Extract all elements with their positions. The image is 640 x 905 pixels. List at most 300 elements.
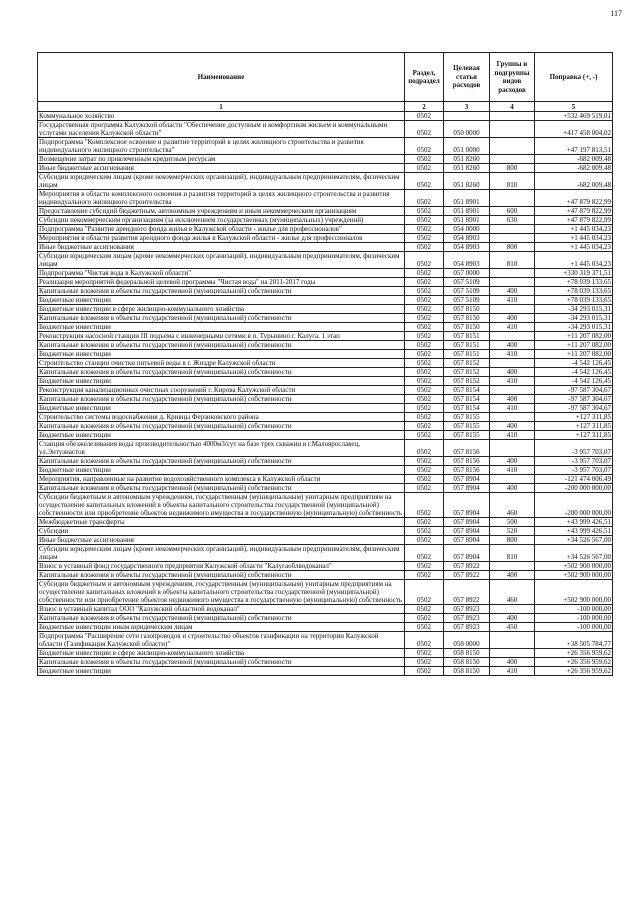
row-target-cell: 057 8923 (444, 623, 490, 632)
table-row (38, 667, 613, 676)
row-target-cell: 057 5109 (444, 296, 490, 305)
row-section-cell: 0502 (405, 527, 444, 536)
row-group-cell: 810 (490, 252, 535, 269)
row-group-cell: 400 (490, 287, 535, 296)
row-target-cell: 057 8154 (444, 404, 490, 413)
table-row (38, 545, 613, 562)
row-target-cell: 057 8922 (444, 562, 490, 571)
table-row (38, 234, 613, 243)
row-name-cell: Реконструкция насосной станции III подъема с инженерными сетями в п. Турынино г. Калуга. 1 этап (38, 332, 405, 341)
row-name-cell: Мероприятия в области развития арендного фонда жилья в Калужской области - жилье для профессионалов (38, 234, 405, 243)
table-row (38, 466, 613, 475)
row-section-cell: 0502 (405, 422, 444, 431)
row-section-cell: 0502 (405, 377, 444, 386)
row-group-cell (490, 190, 535, 207)
row-target-cell: 057 8904 (444, 536, 490, 545)
row-amount-cell: -100 000,00 (535, 623, 613, 632)
row-name-cell: Подпрограмма "Чистая вода в Калужской области" (38, 269, 405, 278)
row-section-cell: 0502 (405, 155, 444, 164)
row-name-cell: Бюджетные инвестиции (38, 296, 405, 305)
row-section-cell: 0502 (405, 545, 444, 562)
row-group-cell (490, 121, 535, 138)
row-name-cell: Иные бюджетные ассигнования (38, 536, 405, 545)
row-amount-cell: -200 000 000,00 (535, 484, 613, 493)
row-section-cell: 0502 (405, 632, 444, 649)
row-name-cell: Коммунальное хозяйство (38, 112, 405, 121)
row-name-cell: Бюджетные инвестиции (38, 350, 405, 359)
row-name-cell: Мероприятия в области комплексного освоения и развития территорий в целях жилищного строительства и развития индивидуального жилищного строительства (38, 190, 405, 207)
row-amount-cell: +26 356 959,62 (535, 649, 613, 658)
row-group-cell: 630 (490, 216, 535, 225)
row-section-cell: 0502 (405, 138, 444, 155)
row-target-cell: 054 0000 (444, 225, 490, 234)
row-name-cell: Подпрограмма "Развитие арендного фонда жилья в Калужской области - жилье для профессионалов" (38, 225, 405, 234)
table-row (38, 190, 613, 207)
row-group-cell (490, 605, 535, 614)
row-group-cell: 460 (490, 580, 535, 605)
table-row (38, 112, 613, 121)
row-section-cell: 0502 (405, 386, 444, 395)
row-name-cell: Станция обезжелезивания воды производительностью 4000м3/сут на базе трех скважин в г.Малоярославец, ул.Энтузиастов (38, 440, 405, 457)
row-section-cell: 0502 (405, 112, 444, 121)
header-section: Раздел, подраздел (405, 53, 444, 102)
row-name-cell: Бюджетные инвестиции в сфере жилищно-коммунального хозяйства (38, 649, 405, 658)
row-amount-cell: -100 000,00 (535, 614, 613, 623)
row-name-cell: Капитальные вложения в объекты государственной (муниципальной) собственности (38, 658, 405, 667)
table-row (38, 305, 613, 314)
row-group-cell: 410 (490, 466, 535, 475)
table-row (38, 155, 613, 164)
row-name-cell: Мероприятия, направленные на развитие водохозяйственного комплекса в Калужской области (38, 475, 405, 484)
row-target-cell: 051 8901 (444, 207, 490, 216)
row-group-cell (490, 332, 535, 341)
row-name-cell: Субсидии бюджетным и автономным учреждениям, государственным (муниципальным) унитарным предприятиям на осуществление капитальных вложений в объекты капитального строительства государственной (муниципальной) собственности или приобретение объектов недвижимого имущества в государственную (муниципальную) собственность (38, 580, 405, 605)
row-group-cell (490, 225, 535, 234)
table-row (38, 341, 613, 350)
row-section-cell: 0502 (405, 314, 444, 323)
row-amount-cell: +11 207 082,00 (535, 341, 613, 350)
row-target-cell: 054 8903 (444, 234, 490, 243)
row-name-cell: Капитальные вложения в объекты государственной (муниципальной) собственности (38, 368, 405, 377)
row-section-cell: 0502 (405, 562, 444, 571)
table-row (38, 404, 613, 413)
table-row (38, 314, 613, 323)
row-name-cell: Подпрограмма "Расширение сети газопроводов и строительство объектов газификации на территории Калужской области (Газификация Калужской области)" (38, 632, 405, 649)
row-group-cell (490, 413, 535, 422)
row-group-cell (490, 305, 535, 314)
row-target-cell: 051 8260 (444, 164, 490, 173)
row-amount-cell: +34 526 567,00 (535, 545, 613, 562)
row-name-cell: Бюджетные инвестиции (38, 466, 405, 475)
table-row (38, 571, 613, 580)
row-group-cell: 400 (490, 341, 535, 350)
row-name-cell: Государственная программа Калужской области "Обеспечение доступным и комфортным жильем и коммунальными услугами населения Калужской области" (38, 121, 405, 138)
row-group-cell: 410 (490, 667, 535, 676)
row-section-cell: 0502 (405, 413, 444, 422)
table-row (38, 658, 613, 667)
row-amount-cell: +78 039 133,65 (535, 287, 613, 296)
table-row (38, 350, 613, 359)
row-amount-cell: -97 587 304,67 (535, 395, 613, 404)
row-section-cell: 0502 (405, 190, 444, 207)
row-group-cell (490, 234, 535, 243)
row-section-cell: 0502 (405, 475, 444, 484)
row-amount-cell: -4 542 126,45 (535, 377, 613, 386)
row-target-cell: 057 8904 (444, 527, 490, 536)
column-number: 1 (38, 102, 405, 112)
row-target-cell: 057 8151 (444, 341, 490, 350)
row-amount-cell: +1 445 034,23 (535, 225, 613, 234)
row-target-cell: 057 8152 (444, 359, 490, 368)
column-number: 4 (490, 102, 535, 112)
row-group-cell: 400 (490, 457, 535, 466)
row-section-cell: 0502 (405, 332, 444, 341)
row-target-cell: 057 8152 (444, 368, 490, 377)
row-name-cell: Межбюджетные трансферты (38, 518, 405, 527)
table-row (38, 649, 613, 658)
row-target-cell: 051 8260 (444, 155, 490, 164)
row-amount-cell: -4 542 126,45 (535, 359, 613, 368)
row-target-cell: 057 8904 (444, 545, 490, 562)
table-body (38, 112, 613, 676)
row-group-cell: 400 (490, 395, 535, 404)
row-group-cell: 800 (490, 164, 535, 173)
row-target-cell: 051 8260 (444, 173, 490, 190)
row-section-cell: 0502 (405, 278, 444, 287)
row-name-cell: Субсидии юридическим лицам (кроме некоммерческих организаций), индивидуальным предпринимателям, физическим лицам (38, 252, 405, 269)
table-row (38, 562, 613, 571)
table-row (38, 623, 613, 632)
row-target-cell: 051 8901 (444, 190, 490, 207)
row-name-cell: Реализация мероприятий федеральной целевой программы "Чистая вода" на 2011-2017 годы (38, 278, 405, 287)
row-group-cell (490, 386, 535, 395)
table-row (38, 580, 613, 605)
row-amount-cell: +502 900 000,00 (535, 562, 613, 571)
row-section-cell: 0502 (405, 359, 444, 368)
row-target-cell: 050 0000 (444, 121, 490, 138)
row-amount-cell: +47 197 813,51 (535, 138, 613, 155)
row-amount-cell: -4 542 126,45 (535, 368, 613, 377)
row-name-cell: Субсидии некоммерческим организациям (за исключением государственных (муниципальных) учреждений) (38, 216, 405, 225)
row-target-cell: 057 8150 (444, 314, 490, 323)
row-group-cell: 400 (490, 614, 535, 623)
header-target: Целевая статья расходов (444, 53, 490, 102)
row-section-cell: 0502 (405, 287, 444, 296)
table-row (38, 422, 613, 431)
row-section-cell: 0502 (405, 395, 444, 404)
row-name-cell: Субсидии (38, 527, 405, 536)
row-target-cell: 057 8904 (444, 493, 490, 518)
row-amount-cell: -97 587 304,67 (535, 404, 613, 413)
row-section-cell: 0502 (405, 121, 444, 138)
row-section-cell: 0502 (405, 614, 444, 623)
row-target-cell: 057 8904 (444, 475, 490, 484)
table-row (38, 614, 613, 623)
row-target-cell: 057 8904 (444, 518, 490, 527)
row-amount-cell: +47 879 822,99 (535, 190, 613, 207)
row-section-cell: 0502 (405, 466, 444, 475)
column-number: 2 (405, 102, 444, 112)
row-target-cell: 058 8150 (444, 667, 490, 676)
table-row (38, 632, 613, 649)
row-amount-cell: +1 445 034,23 (535, 243, 613, 252)
row-name-cell: Взнос в уставный капитал ООО "Калужский областной водоканал" (38, 605, 405, 614)
row-amount-cell: +47 879 822,99 (535, 207, 613, 216)
row-amount-cell: -682 009,48 (535, 164, 613, 173)
row-amount-cell: +502 900 000,00 (535, 571, 613, 580)
row-amount-cell: +11 207 082,00 (535, 350, 613, 359)
row-amount-cell: -3 957 703,07 (535, 457, 613, 466)
row-target-cell: 058 0000 (444, 632, 490, 649)
row-group-cell (490, 440, 535, 457)
row-name-cell: Строительство станции очистки питьевой воды в г. Жиздре Калужской области (38, 359, 405, 368)
column-number: 3 (444, 102, 490, 112)
row-group-cell: 810 (490, 173, 535, 190)
row-name-cell: Предоставление субсидий бюджетным, автономным учреждениям и иным некоммерческим организациям (38, 207, 405, 216)
row-target-cell: 057 8151 (444, 332, 490, 341)
row-amount-cell: +1 445 034,23 (535, 252, 613, 269)
table-row (38, 413, 613, 422)
row-target-cell: 057 8904 (444, 484, 490, 493)
table-row (38, 527, 613, 536)
row-section-cell: 0502 (405, 580, 444, 605)
row-name-cell: Капитальные вложения в объекты государственной (муниципальной) собственности (38, 571, 405, 580)
row-section-cell: 0502 (405, 368, 444, 377)
row-amount-cell: -34 293 015,31 (535, 314, 613, 323)
table-row (38, 252, 613, 269)
row-name-cell: Капитальные вложения в объекты государственной (муниципальной) собственности (38, 614, 405, 623)
row-amount-cell: +11 207 082,00 (535, 332, 613, 341)
row-amount-cell: -200 000 000,00 (535, 493, 613, 518)
row-target-cell: 057 8150 (444, 305, 490, 314)
row-section-cell: 0502 (405, 404, 444, 413)
row-target-cell: 057 8922 (444, 571, 490, 580)
row-group-cell: 520 (490, 527, 535, 536)
row-name-cell: Капитальные вложения в объекты государственной (муниципальной) собственности (38, 341, 405, 350)
row-section-cell: 0502 (405, 305, 444, 314)
row-target-cell: 057 8152 (444, 377, 490, 386)
row-group-cell (490, 649, 535, 658)
row-group-cell: 460 (490, 493, 535, 518)
row-group-cell (490, 562, 535, 571)
table-row (38, 164, 613, 173)
table-row (38, 138, 613, 155)
row-name-cell: Иные бюджетные ассигнования (38, 243, 405, 252)
row-section-cell: 0502 (405, 323, 444, 332)
row-group-cell: 400 (490, 368, 535, 377)
row-name-cell: Взнос в уставный фонд государственного предприятия Калужской области "Калугаоблводоканал" (38, 562, 405, 571)
row-section-cell: 0502 (405, 350, 444, 359)
table-row (38, 269, 613, 278)
row-target-cell: 057 8154 (444, 386, 490, 395)
row-target-cell: 058 8150 (444, 658, 490, 667)
row-amount-cell: -121 474 006,49 (535, 475, 613, 484)
row-group-cell: 410 (490, 377, 535, 386)
row-name-cell: Реконструкция канализационных очистных сооружений г. Кирова Калужской области (38, 386, 405, 395)
row-group-cell (490, 278, 535, 287)
row-name-cell: Иные бюджетные ассигнования (38, 164, 405, 173)
row-group-cell: 400 (490, 484, 535, 493)
row-name-cell: Подпрограмма "Комплексное освоение и развитие территорий в целях жилищного строительства и развития индивидуального жилищного строительства" (38, 138, 405, 155)
row-section-cell: 0502 (405, 164, 444, 173)
row-name-cell: Капитальные вложения в объекты государственной (муниципальной) собственности (38, 287, 405, 296)
row-amount-cell: -34 293 015,31 (535, 305, 613, 314)
row-amount-cell: -100 000,00 (535, 605, 613, 614)
row-amount-cell: +417 458 004,02 (535, 121, 613, 138)
row-group-cell: 800 (490, 536, 535, 545)
row-section-cell: 0502 (405, 173, 444, 190)
row-group-cell (490, 269, 535, 278)
row-amount-cell: +43 999 426,51 (535, 518, 613, 527)
table-row (38, 368, 613, 377)
row-group-cell (490, 475, 535, 484)
row-amount-cell: +78 039 133,65 (535, 278, 613, 287)
row-amount-cell: +502 900 000,00 (535, 580, 613, 605)
row-amount-cell: +26 356 959,62 (535, 658, 613, 667)
row-group-cell: 450 (490, 623, 535, 632)
row-group-cell: 410 (490, 296, 535, 305)
row-name-cell: Субсидии бюджетным и автономным учреждениям, государственным (муниципальным) унитарным предприятиям на осуществление капитальных вложений в объекты капитального строительства государственной (муниципальной) собственности или приобретение объектов недвижимого имущества в государственную (муниципальную) собственность (38, 493, 405, 518)
row-section-cell: 0502 (405, 243, 444, 252)
row-target-cell: 058 8150 (444, 649, 490, 658)
row-name-cell: Бюджетные инвестиции (38, 667, 405, 676)
row-target-cell: 057 8155 (444, 413, 490, 422)
row-section-cell: 0502 (405, 571, 444, 580)
table-row (38, 493, 613, 518)
table-row (38, 173, 613, 190)
row-section-cell: 0502 (405, 623, 444, 632)
header-amendment: Поправка (+, -) (535, 53, 613, 102)
row-section-cell: 0502 (405, 341, 444, 350)
row-name-cell: Капитальные вложения в объекты государственной (муниципальной) собственности (38, 314, 405, 323)
row-group-cell: 400 (490, 658, 535, 667)
row-target-cell: 057 8154 (444, 395, 490, 404)
row-amount-cell: +47 879 822,99 (535, 216, 613, 225)
table-row (38, 278, 613, 287)
table-row (38, 484, 613, 493)
row-amount-cell: -3 957 703,07 (535, 440, 613, 457)
row-name-cell: Капитальные вложения в объекты государственной (муниципальной) собственности (38, 484, 405, 493)
row-target-cell: 057 8922 (444, 580, 490, 605)
row-target-cell (444, 112, 490, 121)
row-name-cell: Капитальные вложения в объекты государственной (муниципальной) собственности (38, 457, 405, 466)
row-section-cell: 0502 (405, 484, 444, 493)
row-target-cell: 057 8151 (444, 350, 490, 359)
row-group-cell: 800 (490, 243, 535, 252)
table-row (38, 475, 613, 484)
row-amount-cell: -682 009,48 (535, 173, 613, 190)
row-group-cell: 500 (490, 518, 535, 527)
row-target-cell: 057 8156 (444, 440, 490, 457)
row-amount-cell: -3 957 703,07 (535, 466, 613, 475)
row-amount-cell: +43 999 426,51 (535, 527, 613, 536)
row-target-cell: 054 8903 (444, 252, 490, 269)
table-row (38, 457, 613, 466)
row-amount-cell: -34 293 015,31 (535, 323, 613, 332)
row-section-cell: 0502 (405, 252, 444, 269)
row-section-cell: 0502 (405, 207, 444, 216)
row-name-cell: Бюджетные инвестиции иным юридическим лицам (38, 623, 405, 632)
table-row (38, 207, 613, 216)
row-group-cell: 410 (490, 431, 535, 440)
header-name: Наименование (38, 53, 405, 102)
row-name-cell: Бюджетные инвестиции (38, 404, 405, 413)
row-group-cell: 400 (490, 422, 535, 431)
row-amount-cell: +26 356 959,62 (535, 667, 613, 676)
row-target-cell: 057 8923 (444, 605, 490, 614)
row-amount-cell: -97 587 304,67 (535, 386, 613, 395)
table-row (38, 225, 613, 234)
row-section-cell: 0502 (405, 269, 444, 278)
row-target-cell: 057 5109 (444, 287, 490, 296)
row-section-cell: 0502 (405, 658, 444, 667)
table-row (38, 440, 613, 457)
row-section-cell: 0502 (405, 667, 444, 676)
row-group-cell: 410 (490, 323, 535, 332)
row-section-cell: 0502 (405, 605, 444, 614)
row-group-cell (490, 359, 535, 368)
table-row (38, 431, 613, 440)
row-name-cell: Бюджетные инвестиции (38, 377, 405, 386)
row-section-cell: 0502 (405, 493, 444, 518)
row-section-cell: 0502 (405, 431, 444, 440)
budget-amendment-table (37, 52, 613, 676)
table-row (38, 216, 613, 225)
row-name-cell: Субсидии юридическим лицам (кроме некоммерческих организаций), индивидуальным предпринимателям, физическим лицам (38, 173, 405, 190)
table-row (38, 536, 613, 545)
row-target-cell: 057 8923 (444, 614, 490, 623)
row-section-cell: 0502 (405, 296, 444, 305)
table-row (38, 296, 613, 305)
row-name-cell: Бюджетные инвестиции в сфере жилищно-коммунального хозяйства (38, 305, 405, 314)
row-section-cell: 0502 (405, 457, 444, 466)
row-target-cell: 051 0000 (444, 138, 490, 155)
row-name-cell: Капитальные вложения в объекты государственной (муниципальной) собственности (38, 422, 405, 431)
table-row (38, 605, 613, 614)
table-row (38, 359, 613, 368)
table-row (38, 287, 613, 296)
row-group-cell: 600 (490, 207, 535, 216)
row-target-cell: 057 0000 (444, 269, 490, 278)
table-row (38, 518, 613, 527)
table-row (38, 386, 613, 395)
row-name-cell: Бюджетные инвестиции (38, 323, 405, 332)
row-amount-cell: +127 311,85 (535, 413, 613, 422)
row-group-cell: 410 (490, 404, 535, 413)
row-name-cell: Капитальные вложения в объекты государственной (муниципальной) собственности (38, 395, 405, 404)
row-section-cell: 0502 (405, 440, 444, 457)
row-amount-cell: +38 505 784,77 (535, 632, 613, 649)
row-amount-cell: +532 469 519,01 (535, 112, 613, 121)
row-amount-cell: +330 319 371,51 (535, 269, 613, 278)
row-target-cell: 057 8155 (444, 422, 490, 431)
row-name-cell: Строительство системы водоснабжения д. Кривцы Ферзиковского района (38, 413, 405, 422)
row-target-cell: 057 8156 (444, 457, 490, 466)
row-target-cell: 057 8150 (444, 323, 490, 332)
row-name-cell: Бюджетные инвестиции (38, 431, 405, 440)
row-section-cell: 0502 (405, 234, 444, 243)
row-section-cell: 0502 (405, 536, 444, 545)
row-group-cell: 400 (490, 314, 535, 323)
row-section-cell: 0502 (405, 225, 444, 234)
table-row (38, 332, 613, 341)
row-amount-cell: -682 009,48 (535, 155, 613, 164)
row-target-cell: 057 5109 (444, 278, 490, 287)
row-group-cell: 810 (490, 545, 535, 562)
row-target-cell: 054 8903 (444, 243, 490, 252)
row-amount-cell: +34 526 567,00 (535, 536, 613, 545)
row-amount-cell: +1 445 034,23 (535, 234, 613, 243)
